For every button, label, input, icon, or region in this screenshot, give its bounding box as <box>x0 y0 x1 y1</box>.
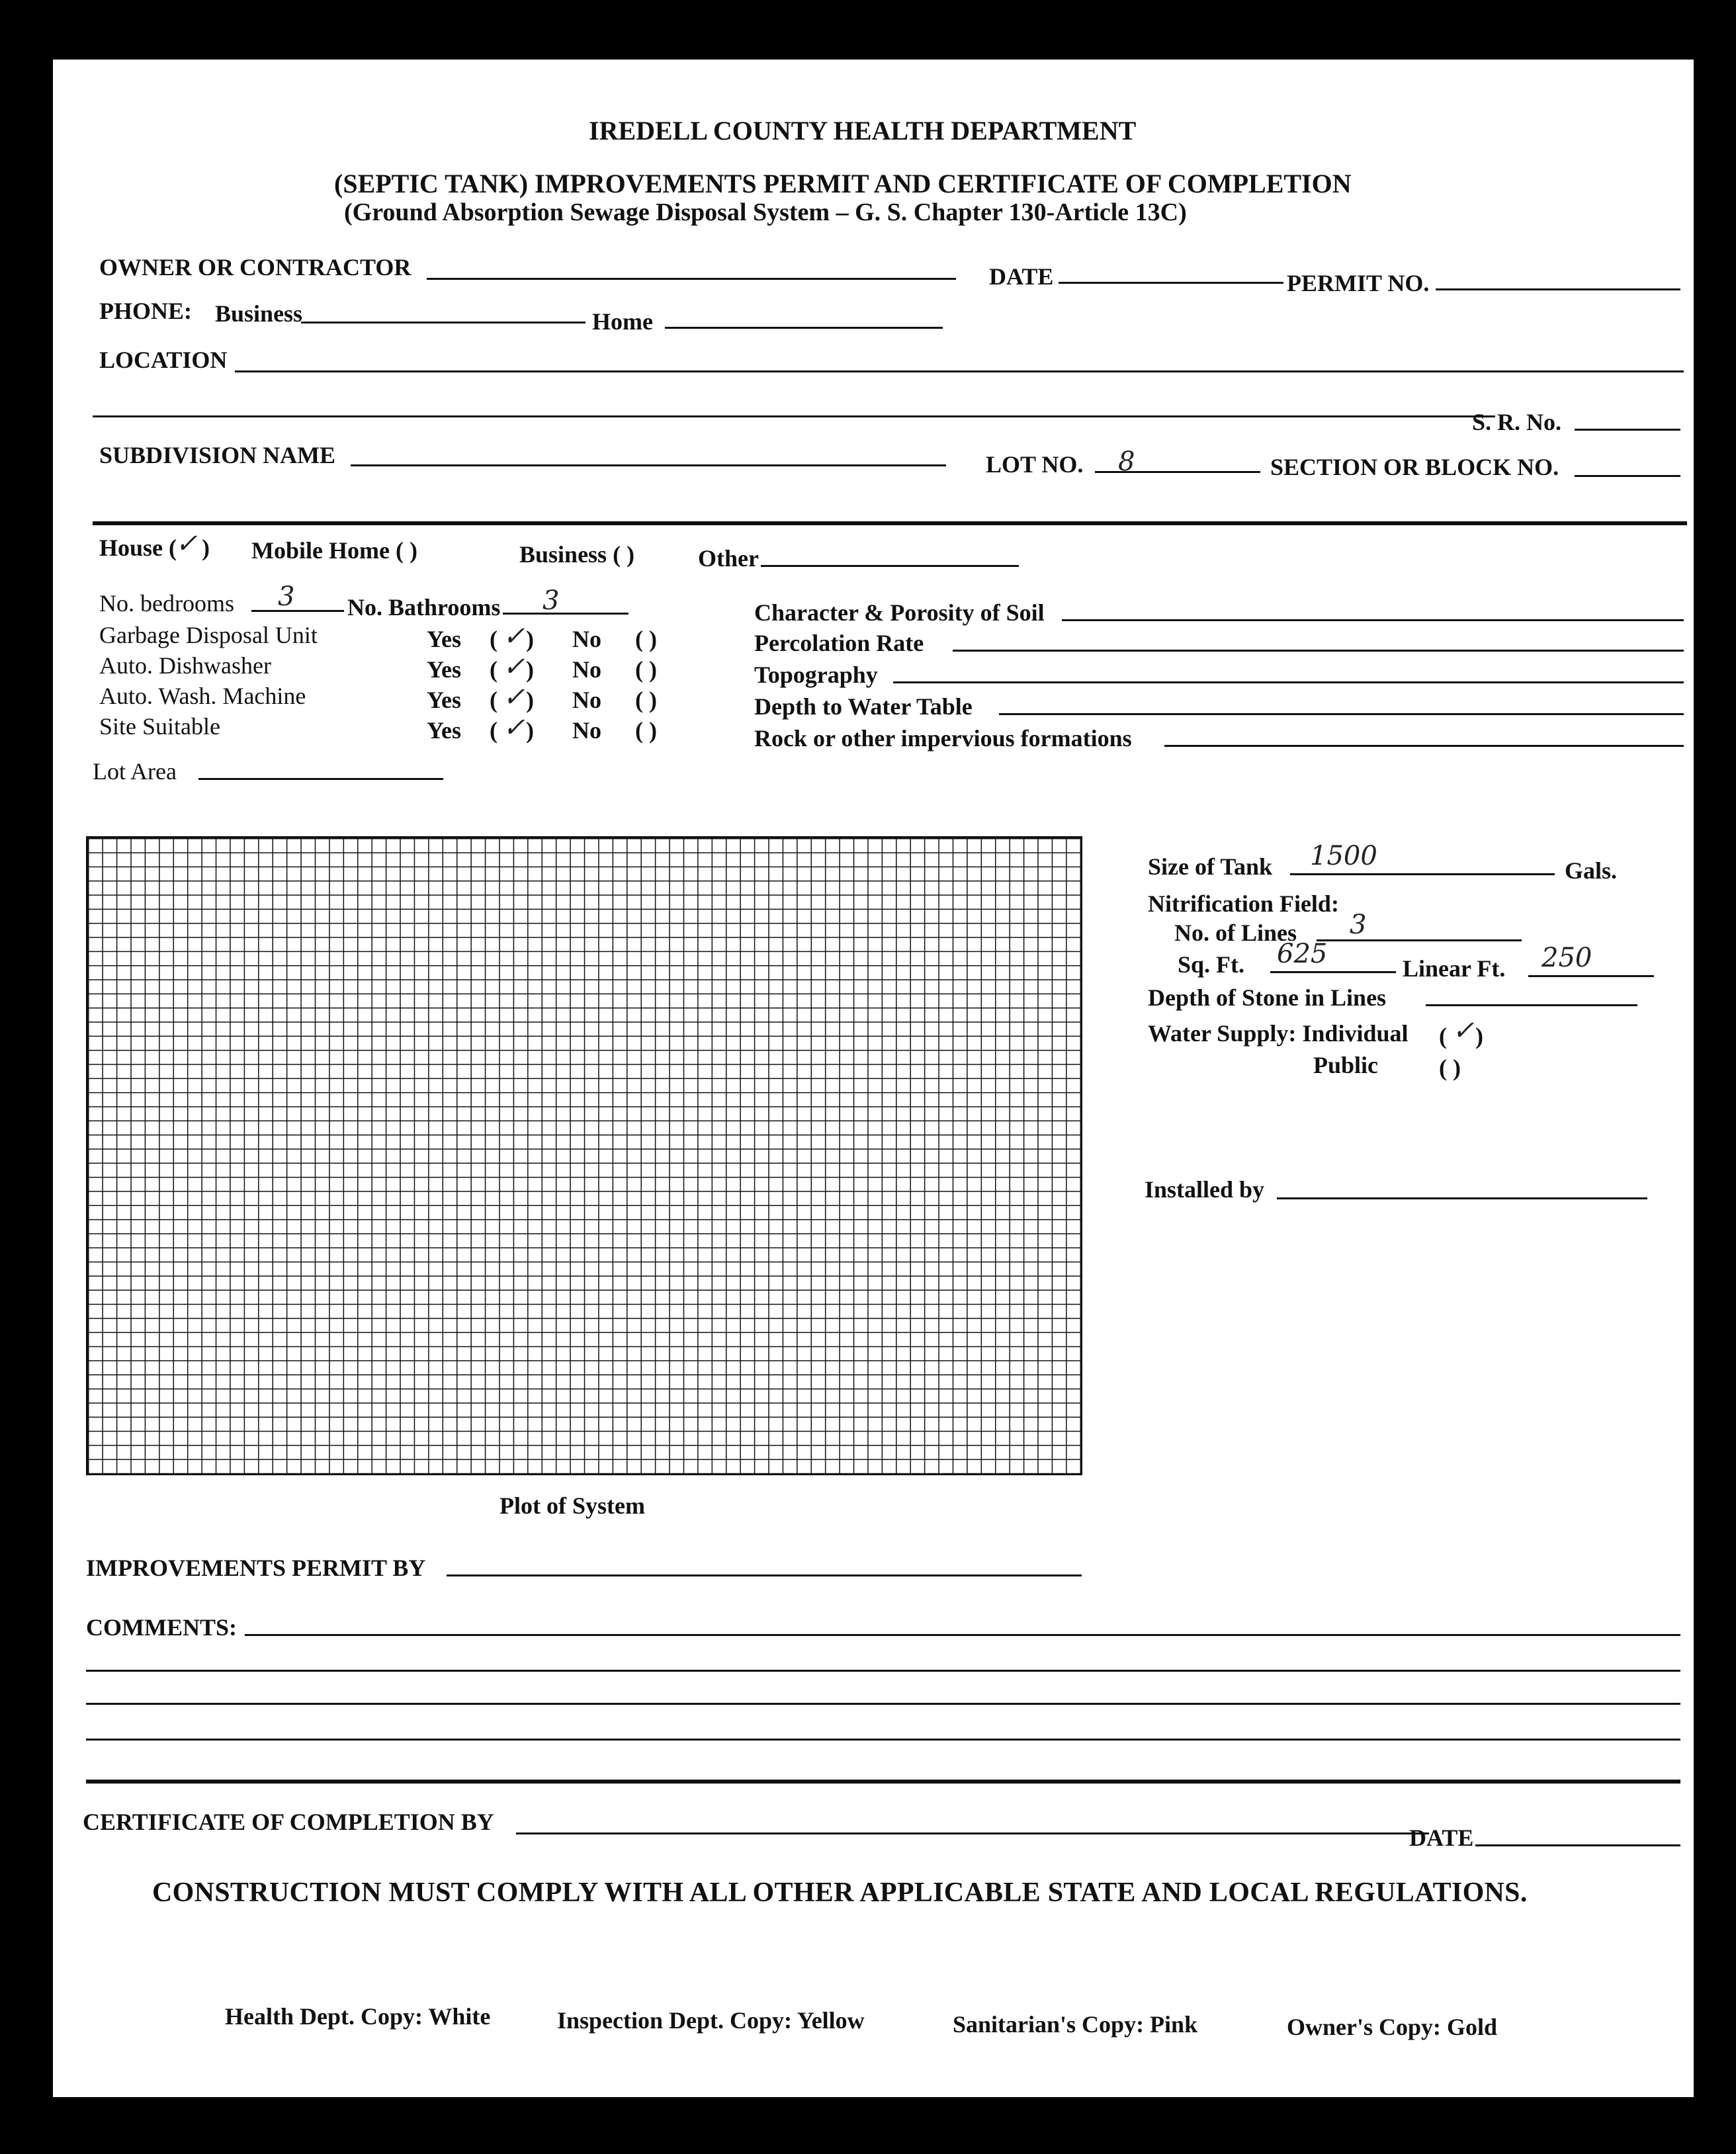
certificate-by-label: CERTIFICATE OF COMPLETION BY <box>83 1809 494 1835</box>
comments-line-1[interactable] <box>245 1634 1680 1636</box>
stone-depth-label: Depth of Stone in Lines <box>1148 984 1387 1011</box>
sq-ft-field[interactable] <box>1270 971 1396 973</box>
owner-label: OWNER OR CONTRACTOR <box>99 254 412 280</box>
perc-rate-field[interactable] <box>953 650 1684 652</box>
wash-machine-yes-open: ( <box>490 687 498 713</box>
copy-health: Health Dept. Copy: White <box>225 2003 491 2030</box>
lot-area-field[interactable] <box>198 778 443 780</box>
linear-ft-field[interactable] <box>1528 975 1654 977</box>
tank-size-field[interactable] <box>1290 873 1555 875</box>
form-subtitle: (Ground Absorption Sewage Disposal System – G. S. Chapter 130-Article 13C) <box>344 198 1187 226</box>
owner-field[interactable] <box>427 278 956 280</box>
permit-no-label: PERMIT NO. <box>1287 270 1430 296</box>
subdivision-label: SUBDIVISION NAME <box>99 442 336 468</box>
dishwasher-yes-label: Yes <box>427 656 461 683</box>
garbage-yes-close: ) <box>526 626 534 652</box>
bedrooms-value: 3 <box>278 582 295 612</box>
home-phone-label: Home <box>592 308 653 335</box>
plot-caption: Plot of System <box>499 1492 645 1519</box>
other-field[interactable] <box>761 565 1019 567</box>
comments-line-2[interactable] <box>86 1670 1680 1672</box>
lot-no-label: LOT NO. <box>986 451 1084 478</box>
cert-date-field[interactable] <box>1475 1844 1680 1846</box>
no-lines-field[interactable] <box>1317 939 1522 941</box>
wash-machine-no-option[interactable]: ( ) <box>635 687 657 713</box>
business-phone-label: Business <box>215 300 303 327</box>
bathrooms-value: 3 <box>542 585 560 616</box>
dishwasher-yes-close: ) <box>526 656 534 683</box>
no-lines-label: No. of Lines <box>1174 920 1297 946</box>
garbage-no-option[interactable]: ( ) <box>635 626 657 652</box>
house-check[interactable]: ✓ <box>175 529 198 559</box>
section-block-field[interactable] <box>1575 475 1680 477</box>
garbage-yes-check[interactable]: ✓ <box>503 621 525 652</box>
house-label: House ( <box>99 535 177 561</box>
garbage-yes-open: ( <box>490 626 498 652</box>
dishwasher-no-option[interactable]: ( ) <box>635 656 657 683</box>
water-table-label: Depth to Water Table <box>754 693 973 720</box>
certificate-by-field[interactable] <box>516 1832 1429 1834</box>
wash-machine-no-label: No <box>572 687 601 713</box>
site-suitable-yes-check[interactable]: ✓ <box>503 712 525 743</box>
site-suitable-yes-close: ) <box>526 717 534 744</box>
soil-field[interactable] <box>1062 619 1684 621</box>
installed-by-field[interactable] <box>1277 1197 1647 1199</box>
dishwasher-yes-open: ( <box>490 656 498 683</box>
individual-close: ) <box>1475 1023 1483 1049</box>
dishwasher-label: Auto. Dishwasher <box>99 652 271 679</box>
rock-field[interactable] <box>1164 745 1684 747</box>
garbage-no-label: No <box>572 626 601 652</box>
nitrification-label: Nitrification Field: <box>1148 890 1339 917</box>
form-title: (SEPTIC TANK) IMPROVEMENTS PERMIT AND CERTIFICATE OF COMPLETION <box>334 169 1352 198</box>
house-close: ) <box>202 535 210 561</box>
copy-sanitarian: Sanitarian's Copy: Pink <box>953 2011 1198 2038</box>
installed-by-label: Installed by <box>1145 1176 1265 1203</box>
date-label: DATE <box>989 263 1054 290</box>
bathrooms-field[interactable] <box>503 613 629 615</box>
wash-machine-yes-close: ) <box>526 687 534 713</box>
topography-field[interactable] <box>893 681 1684 683</box>
comments-line-4[interactable] <box>86 1739 1680 1741</box>
plot-grid[interactable] <box>86 836 1082 1475</box>
permit-form <box>53 60 1694 2097</box>
wash-machine-yes-check[interactable]: ✓ <box>503 682 525 712</box>
dishwasher-yes-check[interactable]: ✓ <box>503 652 525 682</box>
bathrooms-label: No. Bathrooms <box>347 594 501 621</box>
topography-label: Topography <box>754 662 878 688</box>
garbage-label: Garbage Disposal Unit <box>99 622 318 648</box>
compliance-notice: CONSTRUCTION MUST COMPLY WITH ALL OTHER APPLICABLE STATE AND LOCAL REGULATIONS. <box>152 1877 1528 1908</box>
improvements-by-label: IMPROVEMENTS PERMIT BY <box>86 1555 426 1581</box>
improvements-by-field[interactable] <box>447 1574 1082 1576</box>
sr-no-label: S. R. No. <box>1472 409 1562 435</box>
location-label: LOCATION <box>99 347 228 373</box>
site-suitable-no-option[interactable]: ( ) <box>635 717 657 744</box>
copy-inspection: Inspection Dept. Copy: Yellow <box>557 2007 865 2034</box>
comments-label: COMMENTS: <box>86 1614 237 1641</box>
location-field-2[interactable] <box>93 415 1495 417</box>
soil-label: Character & Porosity of Soil <box>754 599 1045 626</box>
business-option[interactable]: Business ( ) <box>519 541 635 568</box>
lot-no-value: 8 <box>1118 447 1135 477</box>
agency-title: IREDELL COUNTY HEALTH DEPARTMENT <box>589 116 1137 146</box>
linear-ft-label: Linear Ft. <box>1403 955 1506 982</box>
phone-label: PHONE: <box>99 298 192 324</box>
section-block-label: SECTION OR BLOCK NO. <box>1270 454 1559 480</box>
other-label: Other <box>698 545 759 572</box>
no-lines-value: 3 <box>1350 910 1367 940</box>
comments-divider <box>86 1780 1680 1784</box>
tank-size-value: 1500 <box>1310 841 1377 871</box>
garbage-yes-label: Yes <box>427 626 461 652</box>
subdivision-field[interactable] <box>351 464 946 466</box>
business-phone-field[interactable] <box>301 322 586 323</box>
site-suitable-yes-open: ( <box>490 717 498 744</box>
site-suitable-label: Site Suitable <box>99 713 220 740</box>
lot-area-label: Lot Area <box>93 758 177 785</box>
rock-label: Rock or other impervious formations <box>754 725 1132 752</box>
bedrooms-field[interactable] <box>251 610 344 612</box>
site-suitable-yes-label: Yes <box>427 717 461 744</box>
perc-rate-label: Percolation Rate <box>754 630 924 656</box>
stone-depth-field[interactable] <box>1426 1004 1637 1006</box>
copy-owner: Owner's Copy: Gold <box>1287 2014 1498 2040</box>
water-supply-label: Water Supply: Individual <box>1148 1020 1409 1047</box>
date-field[interactable] <box>1059 282 1283 284</box>
sq-ft-label: Sq. Ft. <box>1178 951 1245 978</box>
sq-ft-value: 625 <box>1277 939 1328 969</box>
home-phone-field[interactable] <box>665 327 943 329</box>
linear-ft-value: 250 <box>1541 943 1592 973</box>
location-field[interactable] <box>235 370 1684 372</box>
mobile-home-option[interactable]: Mobile Home ( ) <box>251 537 417 564</box>
gals-label: Gals. <box>1565 857 1618 884</box>
individual-check[interactable]: ✓ <box>1452 1015 1475 1046</box>
bedrooms-label: No. bedrooms <box>99 590 234 617</box>
permit-no-field[interactable] <box>1436 288 1680 290</box>
individual-open: ( <box>1439 1023 1447 1049</box>
comments-line-3[interactable] <box>86 1703 1680 1705</box>
sr-no-field[interactable] <box>1575 429 1680 431</box>
section-divider <box>93 521 1687 525</box>
site-suitable-no-label: No <box>572 717 601 744</box>
water-table-field[interactable] <box>999 713 1684 715</box>
wash-machine-yes-label: Yes <box>427 687 461 713</box>
cert-date-label: DATE <box>1409 1825 1474 1851</box>
wash-machine-label: Auto. Wash. Machine <box>99 683 306 709</box>
public-option[interactable]: ( ) <box>1439 1055 1461 1081</box>
public-label: Public <box>1313 1052 1379 1078</box>
tank-size-label: Size of Tank <box>1148 853 1273 880</box>
dishwasher-no-label: No <box>572 656 601 683</box>
